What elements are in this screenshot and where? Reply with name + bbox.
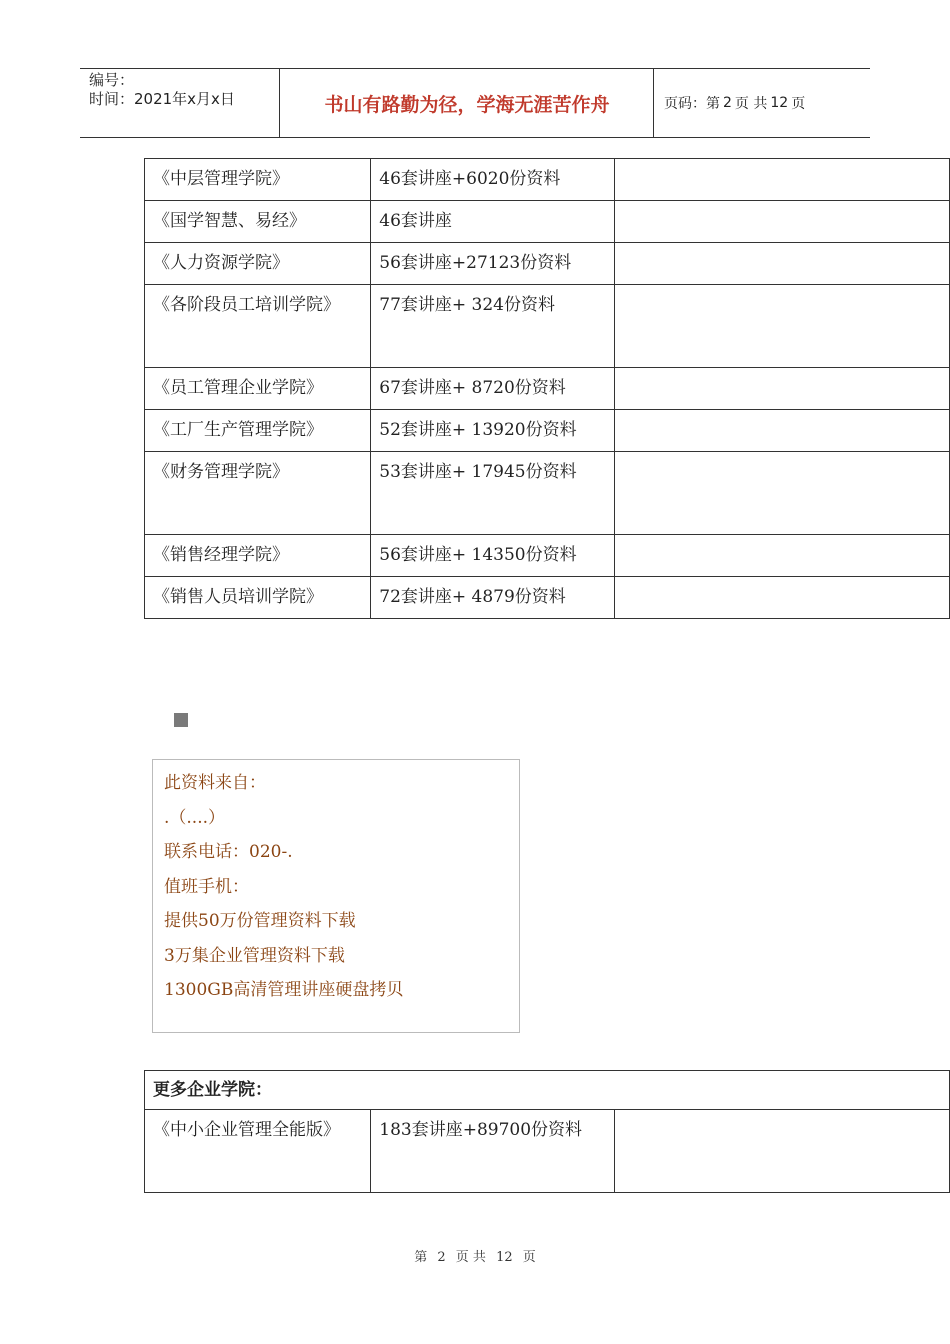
college-info: 46套讲座 [371, 201, 614, 243]
empty-cell [614, 243, 949, 285]
college-name: 《中小企业管理全能版》 [145, 1110, 371, 1193]
empty-cell [614, 201, 949, 243]
college-info: 72套讲座+ 4879份资料 [371, 577, 614, 619]
source-line: .（....） [164, 807, 226, 828]
table-row [145, 243, 950, 285]
table-row [145, 368, 950, 410]
college-info: 67套讲座+ 8720份资料 [371, 368, 614, 410]
footer-mid: 页 共 [455, 1250, 486, 1265]
table-row [145, 201, 950, 243]
header-page-info [654, 69, 870, 137]
footer-suffix: 页 [522, 1250, 536, 1265]
header-motto: 书山有路勤为径，学海无涯苦作舟 [281, 69, 654, 137]
more-colleges-heading: 更多企业学院： [145, 1071, 950, 1110]
empty-cell [614, 577, 949, 619]
college-info: 183套讲座+89700份资料 [371, 1110, 614, 1193]
table-row [145, 159, 950, 201]
source-info-box [152, 759, 520, 1033]
college-info: 46套讲座+6020份资料 [371, 159, 614, 201]
empty-cell [614, 159, 949, 201]
college-name: 《员工管理企业学院》 [145, 368, 371, 410]
footer-prefix: 第 [414, 1250, 428, 1265]
empty-cell [614, 410, 949, 452]
table-row [145, 1110, 950, 1193]
time-label: 时间：2021年x月x日 [89, 90, 235, 108]
more-colleges-table [144, 1070, 950, 1193]
college-name: 《财务管理学院》 [145, 452, 371, 535]
contact-phone: 联系电话：020-. [164, 842, 293, 862]
page-current: 2 [723, 95, 732, 111]
empty-cell [614, 535, 949, 577]
square-bullet-icon [174, 713, 188, 727]
college-name: 《国学智慧、易经》 [145, 201, 371, 243]
table-row [145, 577, 950, 619]
source-line: 此资料来自： [164, 773, 266, 793]
college-name: 《销售经理学院》 [145, 535, 371, 577]
empty-cell [614, 368, 949, 410]
number-label: 编号： [89, 71, 135, 89]
college-table [144, 158, 950, 619]
page-footer [0, 1246, 950, 1265]
table-row [145, 452, 950, 535]
table-header-row [145, 1071, 950, 1110]
empty-cell [614, 1110, 949, 1193]
college-name: 《各阶段员工培训学院》 [145, 285, 371, 368]
offer-line: 3万集企业管理资料下载 [164, 945, 345, 966]
college-info: 52套讲座+ 13920份资料 [371, 410, 614, 452]
page-mid: 页 共 [734, 96, 768, 112]
college-name: 《销售人员培训学院》 [145, 577, 371, 619]
college-info: 56套讲座+27123份资料 [371, 243, 614, 285]
footer-total: 12 [496, 1250, 513, 1265]
page-suffix: 页 [791, 96, 806, 112]
header-meta [80, 69, 280, 137]
page-total: 12 [770, 95, 789, 111]
empty-cell [614, 452, 949, 535]
footer-current: 2 [437, 1250, 446, 1265]
page-prefix: 页码：第 [664, 96, 720, 112]
college-info: 53套讲座+ 17945份资料 [371, 452, 614, 535]
duty-mobile: 值班手机： [164, 876, 249, 897]
offer-line: 1300GB高清管理讲座硬盘拷贝 [164, 980, 404, 1000]
offer-line: 提供50万份管理资料下载 [164, 911, 356, 931]
page-header [80, 68, 870, 138]
empty-cell [614, 285, 949, 368]
table-row [145, 410, 950, 452]
college-name: 《人力资源学院》 [145, 243, 371, 285]
college-info: 77套讲座+ 324份资料 [371, 285, 614, 368]
table-row [145, 285, 950, 368]
college-name: 《中层管理学院》 [145, 159, 371, 201]
college-name: 《工厂生产管理学院》 [145, 410, 371, 452]
table-row [145, 535, 950, 577]
college-info: 56套讲座+ 14350份资料 [371, 535, 614, 577]
